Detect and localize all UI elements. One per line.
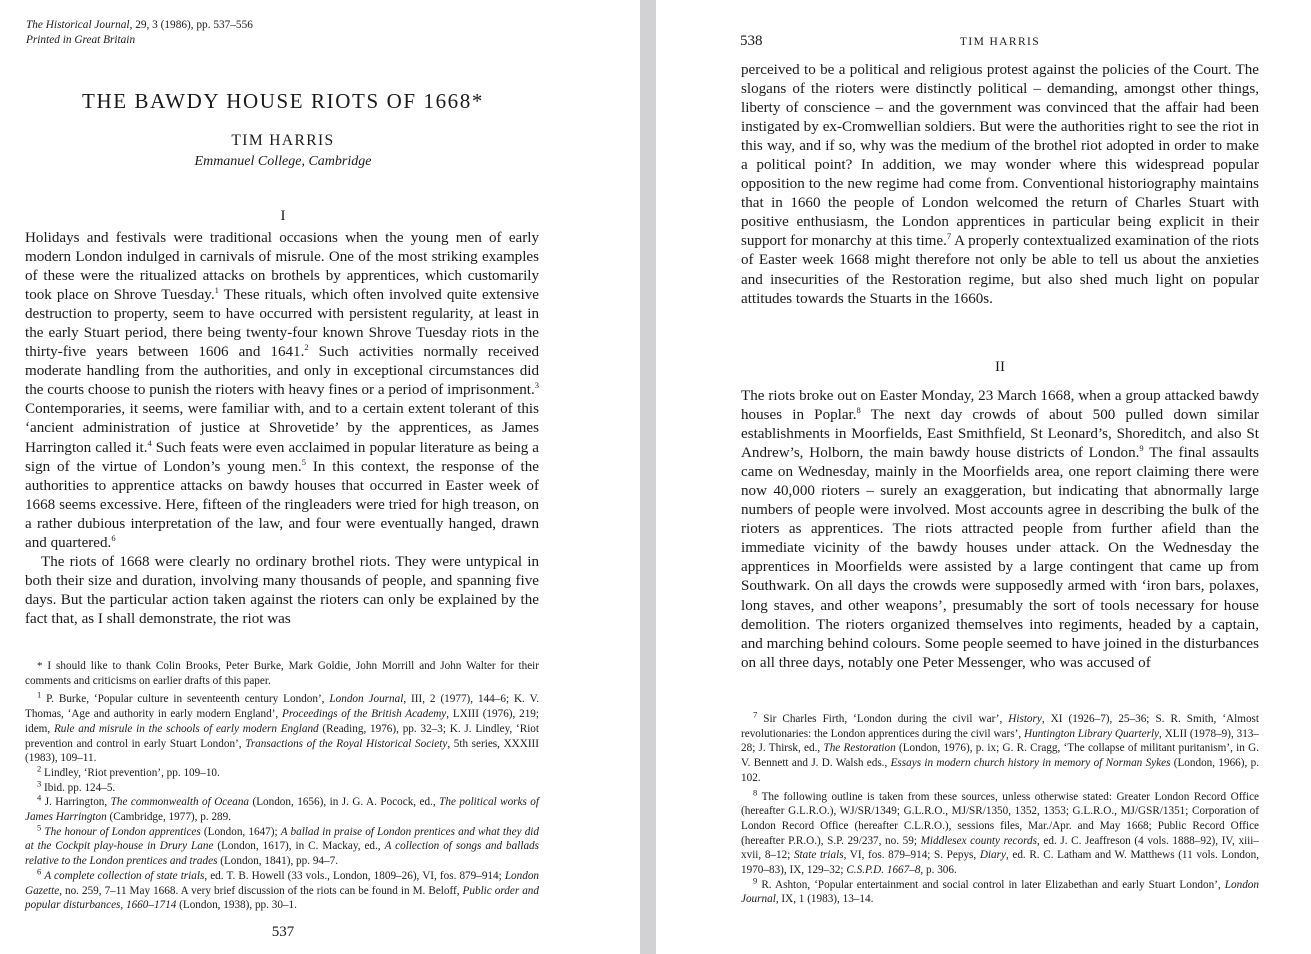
- author-affiliation: Emmanuel College, Cambridge: [194, 154, 372, 169]
- footnote-marker: 9: [753, 875, 758, 885]
- footnote-ref[interactable]: 2: [304, 342, 309, 353]
- left-page: [0, 0, 640, 954]
- journal-details: , 29, 3 (1986), pp. 537–556: [129, 19, 253, 31]
- paragraph: Holidays and festivals were traditional occasions when the young men of early modern London indulged in carnivals of misrule. One of the most striking examples of these were the ritualized attacks on brothels by apprentices, which customarily took place on Shrove Tuesday.$^1$ These rituals, which often involved quite extensive destruction to property, seem to have occurred with persistent regularity, at least in the early Stuart period, there being twenty-four known Shrove Tuesday riots in the thirty-five years between 1606 and 1641.$^2$ Such activities normally received moderate handling from the authorities, and only in exceptional circumstances did the courts choose to punish the rioters with heavy fines or a period of imprisonment.$^3$ Contemporaries, it seems, were familiar with, and to a certain extent tolerant of this ‘ancient administration of justice at Shrovetide’ by the apprentices, as James Harrington called it.$^4$ Such feats were even acclaimed in popular literature as being a sign of the virtue of London’s young men.$^5$ In this context, the response of the authorities to apprentice attacks on bawdy houses that occurred in Easter week of 1668 seems excessive. Here, fifteen of the ringleaders were tried for high treason, on a rather dubious interpretation of the law, and four were eventually hanged, drawn and quartered.$^6$: [25, 230, 539, 551]
- article-author: TIM HARRIS: [231, 132, 335, 149]
- footnote: [741, 875, 1259, 907]
- footnote-marker: 6: [37, 866, 42, 877]
- footnote-ref[interactable]: 5: [301, 456, 306, 467]
- footnote: [25, 689, 540, 766]
- page-number-right: 538: [740, 33, 763, 49]
- footnote-text: Sir Charles Firth, ‘London during the civil war’, History, XI (1926–7), 25–36; S. R. Smith, ‘Almost revolutionaries: the London apprentices during the civil wars’, Huntington Library Quarterly, XLII (1978–9), 313–28; J. Thirsk, ed., The Restoration (London, 1976), p. ix; G. R. Cragg, ‘The collapse of militant puritanism’, in G. V. Bennett and J. D. Walsh eds., Essays in modern church history in memory of Norman Sykes (London, 1966), p. 102.: [741, 713, 1259, 784]
- journal-name: The Historical Journal: [26, 19, 130, 31]
- section-heading-2: II: [995, 359, 1005, 375]
- footnote-ref[interactable]: 1: [214, 285, 219, 296]
- page-divider: [640, 0, 656, 954]
- footnote: [25, 822, 540, 869]
- journal-citation: [26, 18, 253, 48]
- page-number: 537: [271, 924, 295, 940]
- footnote-text: R. Ashton, ‘Popular entertainment and social control in later Elizabethan and early Stuart London’, London Journal, IX, 1 (1983), 13–14.: [741, 878, 1259, 906]
- footnote-marker: *: [37, 660, 43, 672]
- paragraph: The riots of 1668 were clearly no ordinary brothel riots. They were untypical in both their size and duration, involving many thousands of people, and spanning five days. But the particular action taken against the rioters can only be explained by the fact that, as I shall demonstrate, the riot was: [25, 553, 539, 627]
- footnote-ref[interactable]: 8: [856, 405, 861, 416]
- footnote-marker: 4: [37, 792, 42, 803]
- section-heading-1: I: [280, 208, 286, 224]
- footnotes-left: [25, 659, 539, 913]
- body-text-right-intro: [741, 61, 1259, 309]
- footnote-text: I should like to thank Colin Brooks, Peter Burke, Mark Goldie, John Morrill and John Walter for their comments and criticisms on earlier drafts of this paper.: [25, 660, 540, 687]
- body-text-right-section: [741, 387, 1259, 673]
- footnote: [741, 709, 1259, 786]
- footnote-marker: 1: [37, 689, 42, 700]
- footnotes-right: [741, 709, 1259, 907]
- body-text-left: [25, 229, 539, 629]
- footnote: [25, 866, 540, 913]
- paragraph: perceived to be a political and religious protest against the policies of the Court. The slogans of the rioters were distinctly political – demanding, amongst other things, liberty of conscience – and the government was convinced that the affair had been instigated by ex-Cromwellian soldiers. But were the authorities right to see the riot in this way, and if so, why was the medium of the brothel riot adopted in order to make a political point? In addition, we may wonder where this widespread popular opposition to the new regime had come from. Conventional historiography maintains that in 1660 the people of London welcomed the return of Charles Stuart with positive enthusiasm, the London apprentices in particular being explicit in their support for monarchy at this time.$^7$ A properly contextualized examination of the riots of Easter week 1668 might therefore not only be able to tell us about the anxieties and insecurities of the Restoration regime, but also shed much light on popular attitudes towards the Stuarts in the 1660s.: [741, 62, 1259, 307]
- footnote-marker: 7: [753, 709, 758, 720]
- footnote: [741, 786, 1259, 878]
- footnote-text: Lindley, ‘Riot prevention’, pp. 109–10.: [44, 766, 220, 779]
- printed-note: Printed in Great Britain: [26, 34, 136, 46]
- footnote-marker: 3: [37, 777, 42, 788]
- footnote-ref[interactable]: 3: [534, 380, 539, 391]
- footnote-text: The honour of London apprentices (London, 1647); A ballad in praise of London prentices and what they did at the Cockpit play-house in Drury Lane (London, 1617), in C. Mackay, ed., A collection of songs and ballads relative to the London prentices and trades (London, 1841), pp. 94–7.: [25, 825, 540, 868]
- footnote: [25, 659, 539, 688]
- footnote-text: P. Burke, ‘Popular culture in seventeenth century London’, London Journal, III, 2 (1977), 144–6; K. V. Thomas, ‘Age and authority in early modern England’, Proceedings of the British Academy, LXIII (1976), 219; idem, Rule and misrule in the schools of early modern England (Reading, 1976), pp. 32–3; K. J. Lindley, ‘Riot prevention and control in early Stuart London’, Transactions of the Royal Historical Society, 5th series, XXXIII (1983), 109–11.: [25, 693, 540, 765]
- footnote-text: A complete collection of state trials, ed. T. B. Howell (33 vols., London, 1809–26), VI, fos. 879–914; London Gazette, no. 259, 7–11 May 1668. A very brief discussion of the riots can be found in M. Beloff, Public order and popular disturbances, 1660–1714 (London, 1938), pp. 30–1.: [25, 869, 540, 912]
- footnote-text: The following outline is taken from these sources, unless otherwise stated: Greater London Record Office (hereafter G.L.R.O.), WJ/SR/1349; G.L.R.O., MJ/SR/1350, 1352, 1353; G.L.R.O., MJ/GSR/1351; Corporation of London Record Office (hereafter C.L.R.O.), sessions files, Mar./Apr. and May 1668; Public Record Office (hereafter P.R.O.), S.P. 29/237, no. 59; Middlesex county records, ed. J. C. Jeaffreson (4 vols. 1888–92), IV, xiii–xvii, 8–12; State trials, VI, fos. 879–914; S. Pepys, Diary, ed. R. C. Latham and W. Matthews (11 vols. London, 1970–83), IX, 129–32; C.S.P.D. 1667–8, p. 306.: [741, 790, 1259, 877]
- footnote-marker: 5: [37, 822, 42, 832]
- article-title: THE BAWDY HOUSE RIOTS OF 1668*: [82, 89, 484, 113]
- footnote-ref[interactable]: 4: [147, 437, 152, 448]
- paragraph: The riots broke out on Easter Monday, 23 March 1668, when a group attacked bawdy houses in Poplar.$^8$ The next day crowds of about 500 pulled down similar establishments in Moorfields, East Smithfield, St Leonard’s, Shoreditch, and also St Andrew’s, Holborn, the main bawdy house districts of London.$^9$ The final assaults came on Wednesday, mainly in the Moorfields area, one report claiming there were now 40,000 rioters – surely an exaggeration, but indicating that abnormally large numbers of people were involved. Most accounts agree in describing the bulk of the rioters as apprentices. The riots attracted people from further afield than the immediate vicinity of the bawdy houses under attack. On the Wednesday the apprentices in Moorfields were assisted by a large contingent that came up from Southwark. On all days the crowds were supposedly armed with ‘iron bars, polaxes, long staves, and other weapons’, presumably the sort of tools necessary for house demolition. The rioters organized themselves into regiments, headed by a captain, and marching behind colours. Some people seemed to have joined in the disturbances on all three days, notably one Peter Messenger, who was accused of: [741, 388, 1259, 671]
- running-head: TIM HARRIS: [959, 36, 1041, 48]
- footnote: [25, 763, 539, 781]
- footnote-ref[interactable]: 6: [111, 532, 116, 543]
- footnote: [25, 777, 539, 796]
- footnote-marker: 8: [753, 786, 758, 797]
- footnote: [25, 792, 540, 824]
- footnote-text: J. Harrington, The commonwealth of Oceana (London, 1656), in J. G. A. Pocock, ed., The political works of James Harrington (Cambridge, 1977), p. 289.: [25, 796, 540, 824]
- footnote-ref[interactable]: 9: [1139, 443, 1144, 454]
- footnote-text: Ibid. pp. 124–5.: [44, 781, 116, 794]
- footnote-ref[interactable]: 7: [946, 231, 952, 242]
- footnote-marker: 2: [37, 763, 42, 774]
